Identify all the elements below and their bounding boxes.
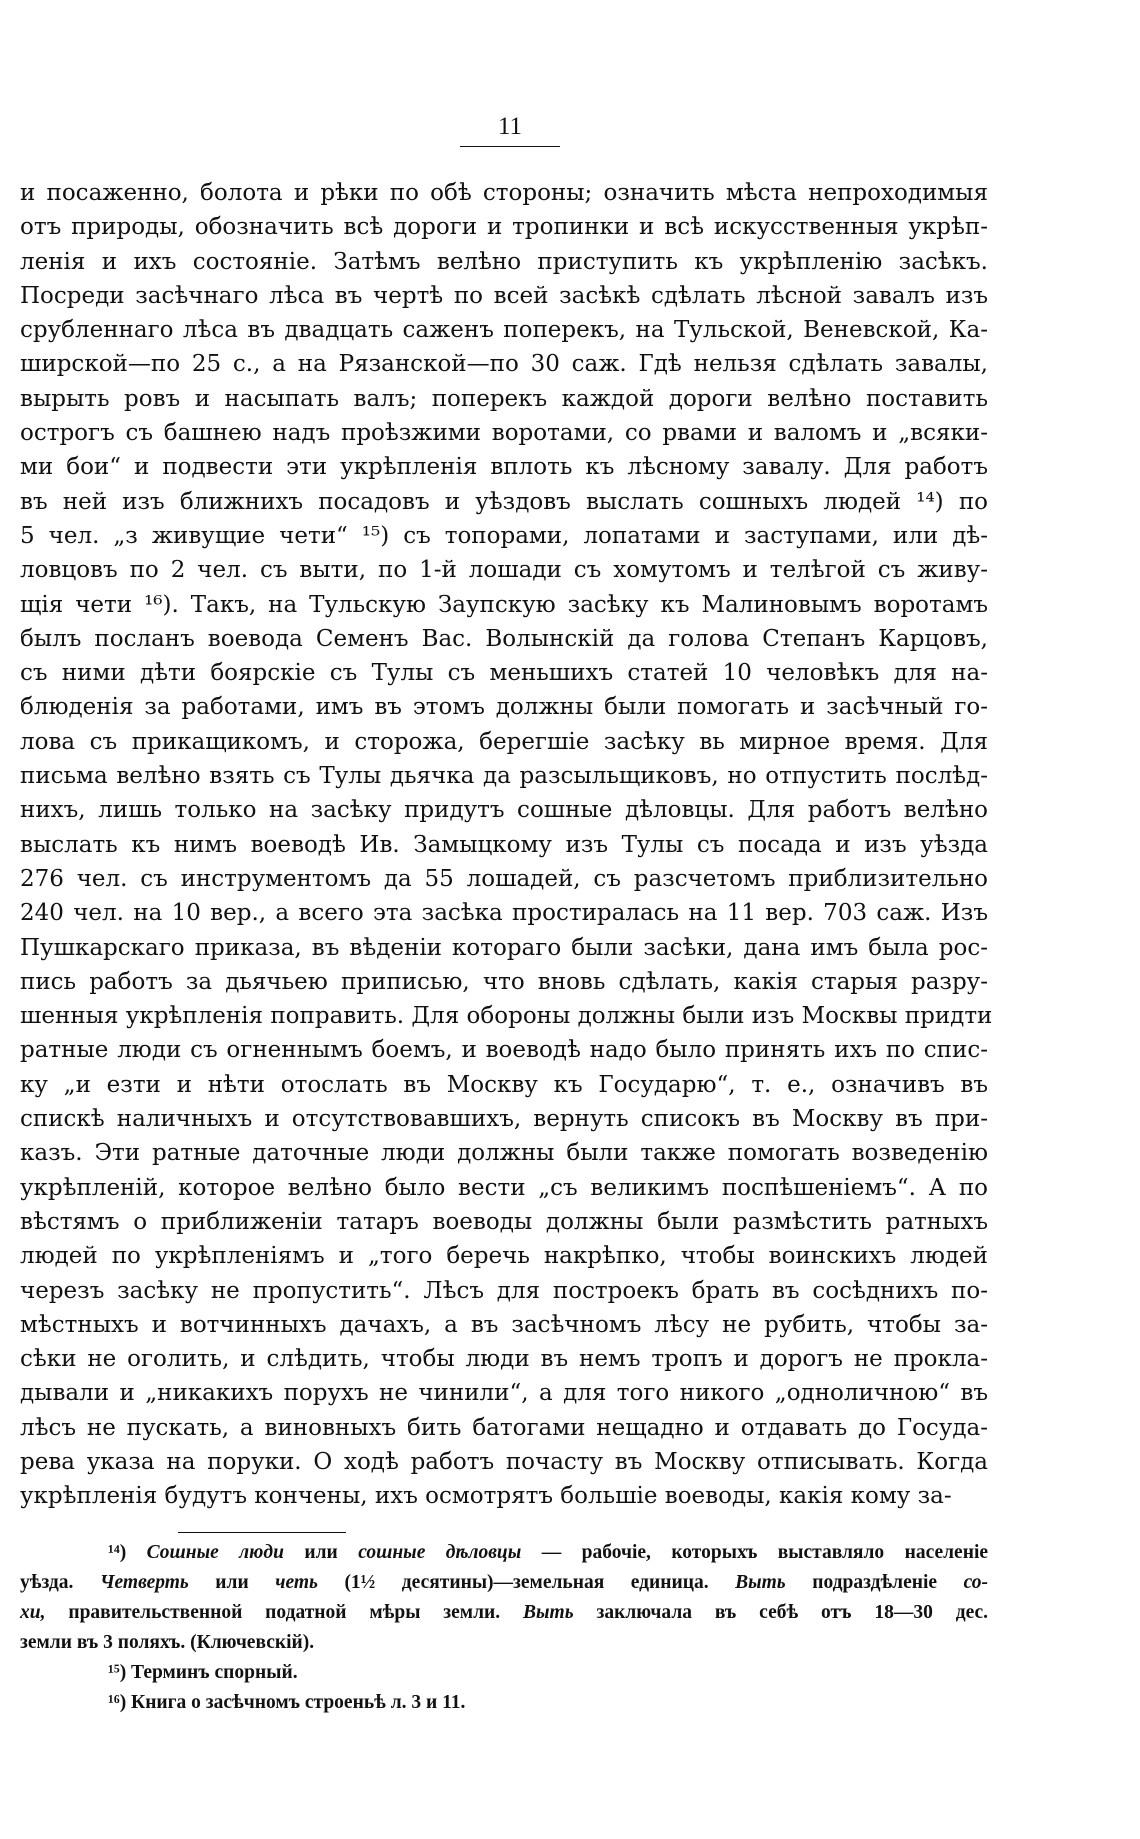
- text-line: Пушкарскаго приказа, въ вѣденіи котораго были засѣки, дана имъ была рос-: [20, 934, 988, 961]
- text-line: нихъ, лишь только на засѣку придутъ сошные дѣловцы. Для работъ велѣно: [20, 797, 988, 824]
- text-line: укрѣпленія будутъ кончены, ихъ осмотрятъ большіе воеводы, какія кому за-: [20, 1483, 952, 1510]
- footnote-term: Выть: [523, 1602, 574, 1623]
- text-line: письма велѣно взять съ Тулы дьячка да разсыльщиковъ, но отпустить послѣд-: [20, 763, 988, 790]
- footnote-14-line-1: [20, 1538, 988, 1568]
- footnote-text: или: [188, 1572, 276, 1593]
- text-line: ку „и езти и нѣти отослать въ Москву къ Государю“, т. е., означивъ въ: [20, 1071, 988, 1098]
- text-line: 276 чел. съ инструментомъ да 55 лошадей, съ разсчетомъ приблизительно: [20, 865, 988, 892]
- text-line: щія чети ¹⁶). Такъ, на Тульскую Заупскую засѣку къ Малиновымъ воротамъ: [20, 591, 988, 618]
- text-line: пись работъ за дьячьею приписью, что вновь сдѣлать, какія старыя разру-: [20, 968, 988, 995]
- text-line: укрѣпленій, которое велѣно было вести „съ великимъ поспѣшеніемъ“. А по: [20, 1174, 988, 1201]
- footnote-term: сошные дѣловцы: [358, 1542, 522, 1563]
- text-line: шенныя укрѣпленія поправить. Для обороны должны были изъ Москвы придти: [20, 1003, 993, 1030]
- footnote-term: Четверть: [99, 1572, 189, 1593]
- footnote-term: хи,: [20, 1602, 46, 1623]
- footnote-text: заключала въ себѣ отъ 18—30 дес.: [573, 1602, 989, 1623]
- text-line: въ ней изъ ближнихъ посадовъ и уѣздовъ выслать сошныхъ людей ¹⁴) по: [20, 488, 988, 515]
- footnote-term: четь: [275, 1572, 318, 1593]
- footnote-text: (1½ десятины)—земельная единица.: [317, 1572, 736, 1593]
- text-line: ширской—по 25 с., а на Рязанской—по 30 саж. Гдѣ нельзя сдѣлать завалы,: [20, 351, 988, 378]
- text-line: людей по укрѣпленіямъ и „того беречь накрѣпко, чтобы воинскихъ людей: [20, 1243, 988, 1270]
- footnote-text: подраздѣленіе: [785, 1572, 964, 1593]
- text-line: блюденія за работами, имъ въ этомъ должны были помогать и засѣчный го-: [20, 694, 988, 721]
- text-line: дывали и „никакихъ порухъ не чинили“, а для того никого „одноличною“ въ: [20, 1380, 988, 1407]
- text-line: 5 чел. „з живущие чети“ ¹⁵) съ топорами, лопатами и заступами, или дѣ-: [20, 522, 988, 549]
- footnote-term: Выть: [735, 1572, 786, 1593]
- footnote-14-line-3: [20, 1598, 988, 1628]
- text-line: черезъ засѣку не пропустить“. Лѣсъ для построекъ брать въ сосѣднихъ по-: [20, 1277, 988, 1304]
- text-line: былъ посланъ воевода Семенъ Вас. Волынскій да голова Степанъ Карцовъ,: [20, 625, 988, 652]
- text-line: лѣсъ не пускать, а виновныхъ бить батогами нещадно и отдавать до Госуда-: [20, 1414, 988, 1441]
- footnote-term: со-: [963, 1572, 988, 1593]
- footnote-text: уѣзда.: [20, 1572, 100, 1593]
- text-line: казъ. Эти ратные даточные люди должны были также помогать возведенію: [20, 1140, 988, 1167]
- text-line: срубленнаго лѣса въ двадцать саженъ поперекъ, на Тульской, Веневской, Ка-: [20, 317, 988, 344]
- footnote-text: правительственной податной мѣры земли.: [45, 1602, 523, 1623]
- footnote-text: или: [283, 1542, 359, 1563]
- footnote-14-marker: ¹⁴): [108, 1542, 127, 1563]
- text-line: ловцовъ по 2 чел. съ выти, по 1-й лошади съ хомутомъ и телѣгой съ живу-: [20, 557, 988, 584]
- text-line: лова съ прикащикомъ, и сторожа, берегшіе засѣку вь мирное время. Для: [20, 728, 988, 755]
- text-line: Посреди засѣчнаго лѣса въ чертѣ по всей засѣкѣ сдѣлать лѣсной завалъ изъ: [20, 282, 988, 309]
- text-line: сѣки не оголить, и слѣдить, чтобы люди въ немъ тропъ и дорогъ не прокла-: [20, 1346, 988, 1373]
- text-line: 240 чел. на 10 вер., а всего эта засѣка простиралась на 11 вер. 703 саж. Изъ: [20, 900, 988, 927]
- text-line: ратные люди съ огненнымъ боемъ, и воеводѣ надо было принять ихъ по спис-: [20, 1037, 988, 1064]
- text-line: ми бои“ и подвести эти укрѣпленія вплоть къ лѣсному завалу. Для работъ: [20, 454, 988, 481]
- footnote-16: ¹⁶) Книга о засѣчномъ строеньѣ л. 3 и 11.: [108, 1692, 466, 1713]
- text-line: рева указа на поруки. О ходѣ работъ почасту въ Москву отписывать. Когда: [20, 1448, 988, 1475]
- text-line: ленія и ихъ состояніе. Затѣмъ велѣно приступить къ укрѣпленію засѣкъ.: [20, 248, 988, 275]
- text-line: острогъ съ башнею надъ проѣзжими воротами, со рвами и валомъ и „всяки-: [20, 420, 988, 447]
- footnote-14-line-2: [20, 1568, 988, 1598]
- footnote-14-line-4: земли въ 3 поляхъ. (Ключевскій).: [20, 1632, 315, 1653]
- page-number-underline: [460, 146, 560, 147]
- text-line: выслать къ нимъ воеводѣ Ив. Замыцкому изъ Тулы съ посада и изъ уѣзда: [20, 831, 988, 858]
- text-line: съ ними дѣти боярскіе съ Тулы съ меньшихъ статей 10 человѣкъ для на-: [20, 660, 988, 687]
- footnote-term: Сошные люди: [146, 1542, 284, 1563]
- text-line: вырыть ровъ и насыпать валъ; поперекъ каждой дороги велѣно поставить: [20, 385, 988, 412]
- footnote-text: — рабочіе, которыхъ выставляло населеніе: [521, 1542, 989, 1563]
- body-text: [20, 176, 993, 1514]
- text-line: отъ природы, обозначить всѣ дороги и тропинки и всѣ искусственныя укрѣп-: [20, 214, 988, 241]
- footnotes: [20, 1538, 988, 1718]
- footnote-separator: [178, 1532, 346, 1533]
- text-line: спискѣ наличныхъ и отсутствовавшихъ, вернуть списокъ въ Москву въ при-: [20, 1106, 988, 1133]
- text-line: и посаженно, болота и рѣки по обѣ стороны; означить мѣста непроходимыя: [20, 180, 988, 206]
- footnote-15: ¹⁵) Терминъ спорный.: [108, 1662, 298, 1683]
- page-number: 11: [497, 113, 523, 140]
- text-line: вѣстямъ о приближеніи татаръ воеводы должны были размѣстить ратныхъ: [20, 1208, 988, 1235]
- text-line: мѣстныхъ и вотчинныхъ дачахъ, а въ засѣчномъ лѣсу не рубить, чтобы за-: [20, 1311, 988, 1338]
